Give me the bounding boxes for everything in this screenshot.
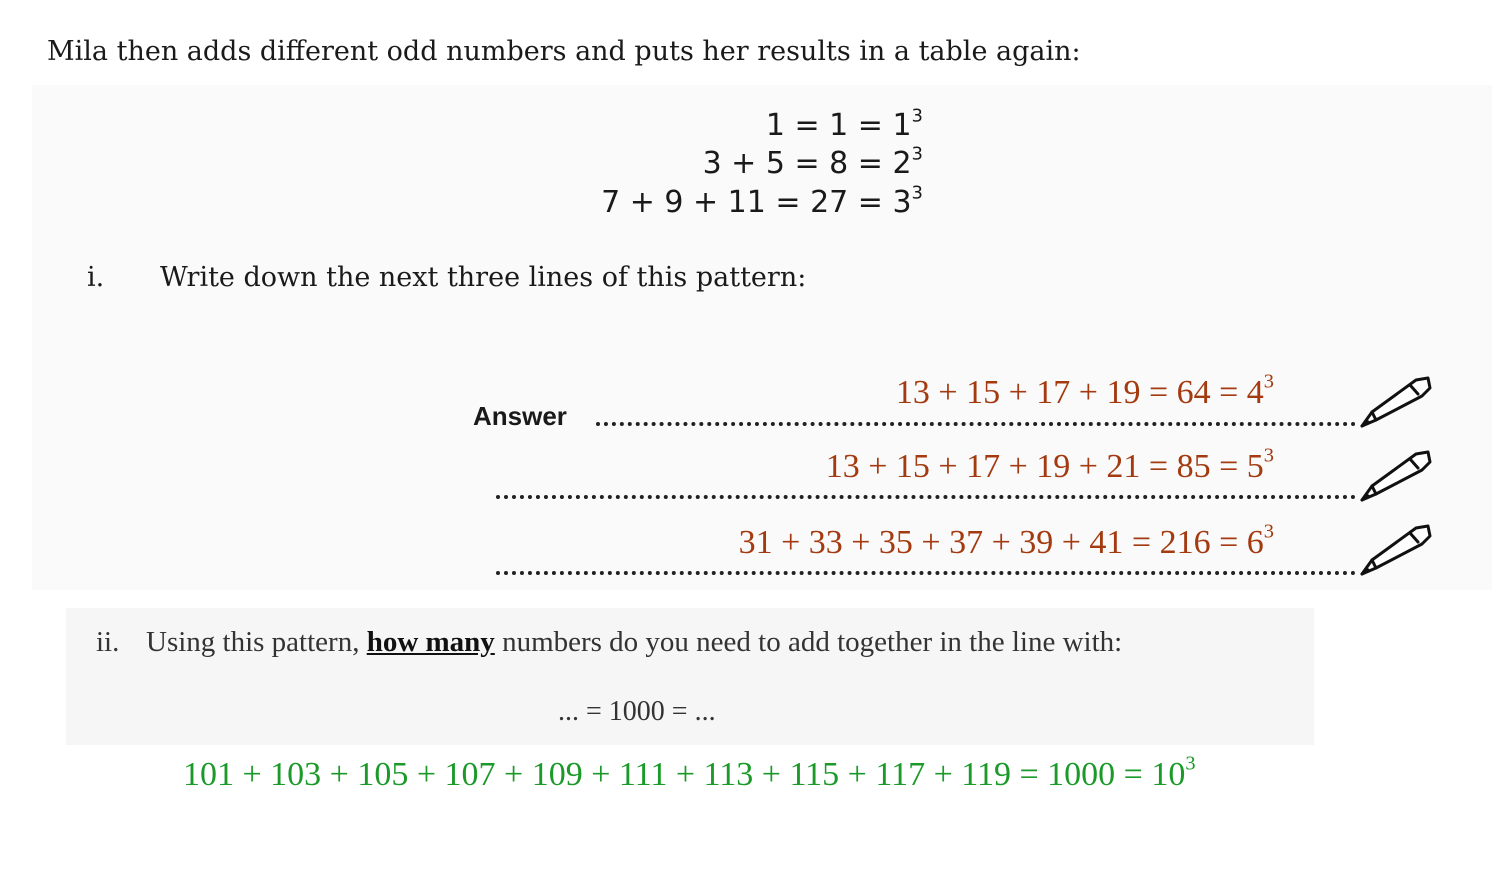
- question-i-number: i.: [87, 262, 105, 293]
- answer-line-2[interactable]: [496, 495, 1356, 499]
- question-ii-text: Using this pattern, how many numbers do you need to add together in the line with:: [146, 626, 1123, 658]
- answer-line-3[interactable]: [496, 571, 1356, 575]
- question-ii-number: ii.: [96, 626, 120, 658]
- pen-icon[interactable]: [1358, 520, 1434, 578]
- pattern-line-3: $7 + 9 + 11 = 27 = 3^3$: [601, 182, 923, 220]
- answer-text-2: $13 + 15 + 17 + 19 + 21 = 85 = 5^3$: [825, 444, 1274, 485]
- pattern-line-1: $1 = 1 = 1^3$: [765, 105, 923, 143]
- pen-icon[interactable]: [1358, 372, 1434, 430]
- pattern-line-2: $3 + 5 = 8 = 2^3$: [702, 143, 923, 181]
- answer-text-3: $31 + 33 + 35 + 37 + 39 + 41 = 216 = 6^3$: [738, 520, 1274, 561]
- question-i-text: Write down the next three lines of this pattern:: [160, 262, 807, 293]
- answer-line-1[interactable]: [596, 422, 1356, 426]
- answer-label: Answer: [473, 401, 567, 431]
- intro-text: Mila then adds different odd numbers and puts her results in a table again:: [47, 36, 1081, 67]
- question-ii-equation: ... = 1000 = ...: [558, 696, 716, 727]
- final-answer: $101 + 103 + 105 + 107 + 109 + 111 + 113 + 115 + 117 + 119 = 1000 = 10^3$: [183, 752, 1196, 793]
- answer-text-1: $13 + 15 + 17 + 19 = 64 = 4^3$: [895, 370, 1274, 411]
- pen-icon[interactable]: [1358, 446, 1434, 504]
- question-ii-emphasis: how many: [366, 626, 495, 658]
